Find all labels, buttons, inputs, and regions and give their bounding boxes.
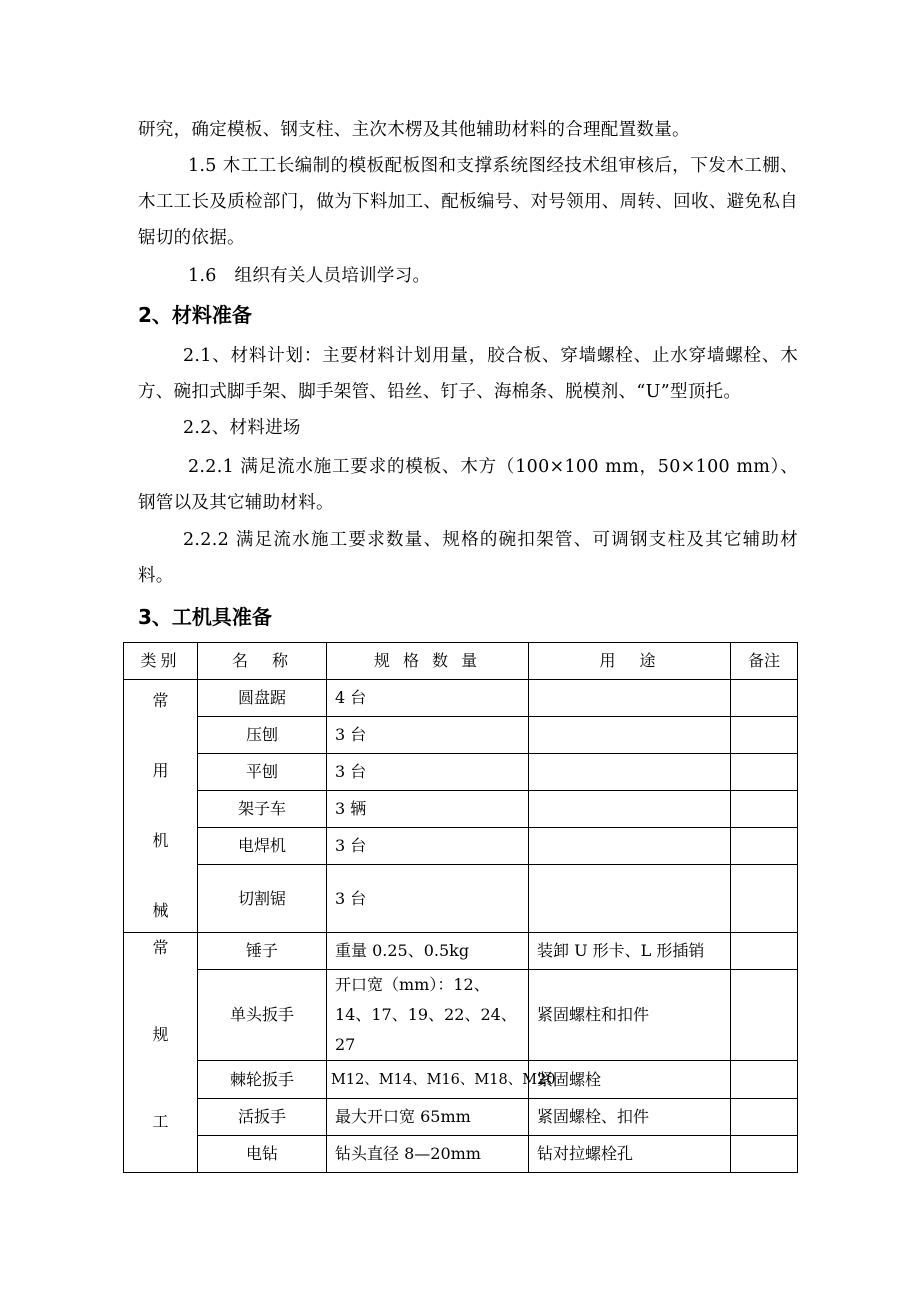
- tool-use: 装卸 U 形卡、L 形插销: [529, 933, 731, 970]
- category-char: 常: [152, 938, 169, 957]
- heading-materials: 2、材料准备: [138, 303, 252, 327]
- tool-name: 压刨: [198, 717, 327, 754]
- header-category: 类别: [124, 643, 198, 680]
- tool-name: 活扳手: [198, 1099, 327, 1136]
- tool-note: [731, 970, 798, 1061]
- paragraph-config-quantity: 研究，确定模板、钢支柱、主次木楞及其他辅助材料的合理配置数量。: [138, 120, 690, 140]
- paragraph-1-5: 1.5 木工工长编制的模板配板图和支撑系统图经技术组审核后，下发木工棚、木工工长及质检部门，做为下料加工、配板编号、对号领用、周转、回收、避免私自锯切的依据。: [138, 156, 798, 248]
- tool-spec: M12、M14、M16、M18、M20: [327, 1061, 529, 1099]
- table-row: [124, 933, 798, 970]
- header-use: 用 途: [529, 643, 731, 680]
- tool-name: 电焊机: [198, 828, 327, 865]
- tool-note: [731, 791, 798, 828]
- tool-note: [731, 1136, 798, 1173]
- table-row: [124, 791, 798, 828]
- tool-use: [529, 754, 731, 791]
- tool-name: 棘轮扳手: [198, 1061, 327, 1099]
- tool-name: 圆盘踞: [198, 680, 327, 717]
- tool-use: 紧固螺柱和扣件: [529, 970, 731, 1061]
- paragraph-2-1: 2.1、材料计划：主要材料计划用量，胶合板、穿墙螺栓、止水穿墙螺栓、木方、碗扣式脚手架、脚手架管、铅丝、钉子、海棉条、脱模剂、“U”型顶托。: [138, 346, 798, 402]
- tool-spec: 最大开口宽 65mm: [327, 1099, 529, 1136]
- tool-spec: 4 台: [327, 680, 529, 717]
- tools-table: [123, 642, 798, 1173]
- category-char: 常: [152, 691, 169, 710]
- tool-note: [731, 933, 798, 970]
- header-note: 备注: [731, 643, 798, 680]
- tool-spec: 3 辆: [327, 791, 529, 828]
- tool-name: 切割锯: [198, 865, 327, 933]
- heading-tools: 3、工机具准备: [138, 605, 272, 629]
- category-cell-common-tools: [124, 933, 198, 1173]
- tool-note: [731, 680, 798, 717]
- table-row: [124, 970, 798, 1061]
- header-spec: 规 格 数 量: [327, 643, 529, 680]
- paragraph-1-6: 1.6 组织有关人员培训学习。: [188, 266, 431, 286]
- tool-spec: 开口宽（mm）：12、14、17、19、22、24、27: [327, 970, 529, 1061]
- tool-spec: 3 台: [327, 717, 529, 754]
- tool-note: [731, 828, 798, 865]
- table-row: [124, 828, 798, 865]
- category-char: 械: [152, 901, 169, 920]
- table-row: [124, 754, 798, 791]
- tool-name: 锤子: [198, 933, 327, 970]
- table-row: [124, 680, 798, 717]
- tool-note: [731, 865, 798, 933]
- tool-use: [529, 791, 731, 828]
- tool-name: 单头扳手: [198, 970, 327, 1061]
- category-char: 用: [152, 761, 169, 780]
- tool-use: 紧固螺栓、扣件: [529, 1099, 731, 1136]
- table-row: [124, 865, 798, 933]
- tool-spec: 3 台: [327, 754, 529, 791]
- tool-name: 架子车: [198, 791, 327, 828]
- tool-spec: 3 台: [327, 828, 529, 865]
- tool-spec: 重量 0.25、0.5kg: [327, 933, 529, 970]
- table-header-row: [124, 643, 798, 680]
- tool-use: 紧固螺栓: [529, 1061, 731, 1099]
- table-row: [124, 1061, 798, 1099]
- paragraph-2-2-1: 2.2.1 满足流水施工要求的模板、木方（100×100 mm，50×100 mm）、钢管以及其它辅助材料。: [138, 457, 798, 513]
- paragraph-2-2: 2.2、材料进场: [183, 418, 301, 438]
- tool-spec: 钻头直径 8—20mm: [327, 1136, 529, 1173]
- category-char: 规: [152, 1025, 169, 1044]
- tool-use: [529, 680, 731, 717]
- tool-use: [529, 717, 731, 754]
- tool-note: [731, 1099, 798, 1136]
- tool-note: [731, 754, 798, 791]
- tool-use: 钻对拉螺栓孔: [529, 1136, 731, 1173]
- table-row: [124, 1099, 798, 1136]
- table-row: [124, 1136, 798, 1173]
- category-char: 工: [152, 1112, 169, 1131]
- tool-note: [731, 1061, 798, 1099]
- header-name: 名 称: [198, 643, 327, 680]
- table-row: [124, 717, 798, 754]
- tool-spec: 3 台: [327, 865, 529, 933]
- category-cell-machinery: [124, 680, 198, 933]
- tool-use: [529, 828, 731, 865]
- paragraph-2-2-2: 2.2.2 满足流水施工要求数量、规格的碗扣架管、可调钢支柱及其它辅助材料。: [138, 530, 798, 586]
- tool-use: [529, 865, 731, 933]
- category-char: 机: [152, 831, 169, 850]
- tool-name: 平刨: [198, 754, 327, 791]
- tool-name: 电钻: [198, 1136, 327, 1173]
- tool-note: [731, 717, 798, 754]
